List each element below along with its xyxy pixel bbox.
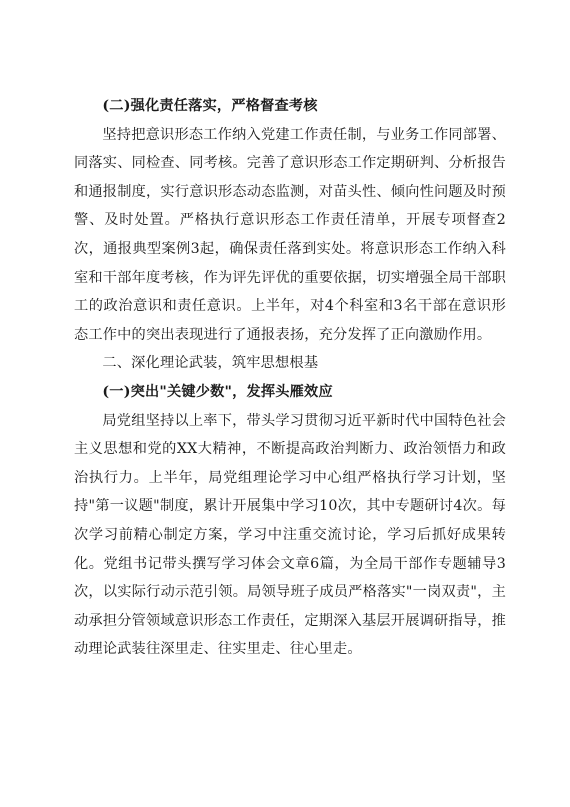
paragraph-responsibility-assessment: 坚持把意识形态工作纳入党建工作责任制，与业务工作同部署、同落实、同检查、同考核。完善了意识形态工作定期研判、分析报告和通报制度，实行意识形态动态监测，对苗头性、倾向性问题及时预警、及时处置。严格执行意识形态工作责任清单，开展专项督查2次，通报典型案例3起，确保责任落到实处。将意识形态工作纳入科室和干部年度考核，作为评先评优的重要依据，切实增强全局干部职工的政治意识和责任意识。上半年，对4个科室和3名干部在意识形态工作中的突出表现进行了通报表扬，充分发挥了正向激励作用。 [74,126,506,343]
paragraph-party-group-study: 局党组坚持以上率下，带头学习贯彻习近平新时代中国特色社会主义思想和党的XX大精神，不断提高政治判断力、政治领悟力和政治执行力。上半年，局党组理论学习中心组严格执行学习计划，坚持"第一议题"制度，累计开展集中学习10次，其中专题研讨4次。每次学习前精心制定方案，学习中注重交流讨论，学习后抓好成果转化。党组书记带头撰写学习体会文章6篇，为全局干部作专题辅导3次，以实际行动示范引领。局领导班子成员严格落实"一岗双责"，主动承担分管领域意识形态工作责任，定期深入基层开展调研指导，推动理论武装往深里走、往实里走、往心里走。 [74,412,506,658]
section-heading-strengthen-responsibility: (二)强化责任落实，严格督查考核 [102,98,318,114]
document-body [74,92,506,664]
section-heading-key-minority: (一)突出"关键少数"，发挥头雁效应 [102,383,333,400]
section-heading-theory-armament: 二、深化理论武装，筑牢思想根基 [102,355,319,372]
